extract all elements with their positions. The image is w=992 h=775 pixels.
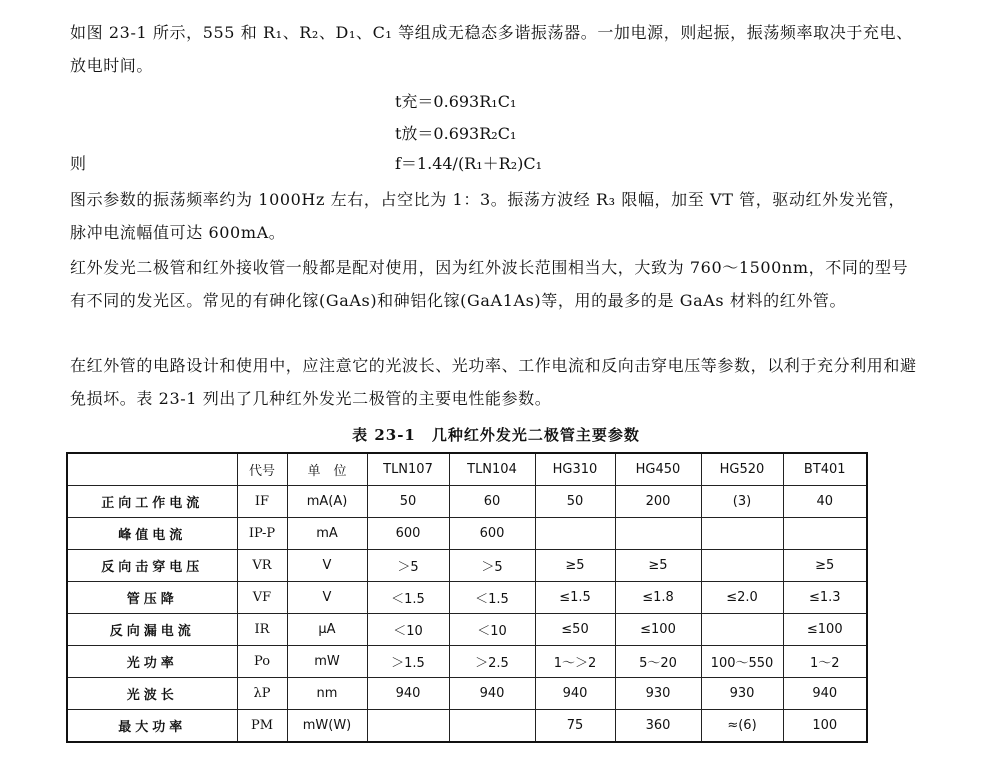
table-cell: 1～＞2	[535, 646, 615, 678]
table-cell: 50	[535, 486, 615, 518]
table-cell: 50	[367, 486, 449, 518]
table-cell: ≤50	[535, 614, 615, 646]
row-label-cell: 正向工作电流	[67, 486, 237, 518]
table-cell: IF	[237, 486, 287, 518]
table-header-cell: HG310	[535, 453, 615, 486]
table-cell: ＜10	[367, 614, 449, 646]
table-row	[67, 582, 867, 614]
table-header-row	[67, 453, 867, 486]
table-cell: 600	[367, 518, 449, 550]
table-cell: 940	[535, 678, 615, 710]
table-row	[67, 486, 867, 518]
table-cell: 940	[449, 678, 535, 710]
table-cell: V	[287, 582, 367, 614]
table-cell	[783, 518, 867, 550]
table-cell: ＞1.5	[367, 646, 449, 678]
table-cell: ＜1.5	[449, 582, 535, 614]
table-cell: ≥5	[535, 550, 615, 582]
table-cell: PM	[237, 710, 287, 743]
table-cell: IP-P	[237, 518, 287, 550]
table-cell: VF	[237, 582, 287, 614]
table-header-cell: BT401	[783, 453, 867, 486]
row-label-cell: 反向击穿电压	[67, 550, 237, 582]
table-cell	[449, 710, 535, 743]
table-row	[67, 614, 867, 646]
row-label-cell: 最大功率	[67, 710, 237, 743]
formula-frequency: f＝1.44/(R₁＋R₂)C₁	[395, 154, 543, 173]
table-cell: 940	[367, 678, 449, 710]
table-cell: ＜1.5	[367, 582, 449, 614]
table-cell: V	[287, 550, 367, 582]
table-cell: IR	[237, 614, 287, 646]
table-cell	[367, 710, 449, 743]
paragraph-intro: 如图 23-1 所示，555 和 R₁、R₂、D₁、C₁ 等组成无稳态多谐振荡器。一加电源，则起振，振荡频率取决于充电、放电时间。	[70, 23, 913, 75]
table-cell: ≤2.0	[701, 582, 783, 614]
row-label-cell: 反向漏电流	[67, 614, 237, 646]
table-cell	[701, 550, 783, 582]
table-cell: mW(W)	[287, 710, 367, 743]
table-cell: nm	[287, 678, 367, 710]
table-row	[67, 710, 867, 743]
table-header-cell: 单 位	[287, 453, 367, 486]
table-cell: ＞5	[449, 550, 535, 582]
table-cell: 200	[615, 486, 701, 518]
table-cell: Po	[237, 646, 287, 678]
table-cell: ＜10	[449, 614, 535, 646]
table-cell: ≤100	[615, 614, 701, 646]
formula-charge-time: t充＝0.693R₁C₁	[395, 92, 517, 111]
table-cell: λP	[237, 678, 287, 710]
parameter-table	[66, 452, 868, 743]
table-cell: 600	[449, 518, 535, 550]
table-cell: 360	[615, 710, 701, 743]
table-cell	[701, 518, 783, 550]
table-cell: μA	[287, 614, 367, 646]
table-cell: ≤1.8	[615, 582, 701, 614]
table-row	[67, 678, 867, 710]
table-cell: 60	[449, 486, 535, 518]
formula-discharge-time: t放＝0.693R₂C₁	[395, 124, 517, 143]
table-header-cell: TLN104	[449, 453, 535, 486]
table-header-cell	[67, 453, 237, 486]
table-cell: ≥5	[615, 550, 701, 582]
row-label-cell: 峰值电流	[67, 518, 237, 550]
table-cell: ＞5	[367, 550, 449, 582]
table-cell: ≈(6)	[701, 710, 783, 743]
table-cell: 75	[535, 710, 615, 743]
table-header-cell: TLN107	[367, 453, 449, 486]
row-label-cell: 管压降	[67, 582, 237, 614]
table-row	[67, 646, 867, 678]
table-cell: ≤1.3	[783, 582, 867, 614]
table-cell: 940	[783, 678, 867, 710]
table-cell: mA(A)	[287, 486, 367, 518]
table-cell	[701, 614, 783, 646]
paragraph-frequency: 图示参数的振荡频率约为 1000Hz 左右，占空比为 1：3。振荡方波经 R₃ 限幅，加至 VT 管，驱动红外发光管，脉冲电流幅值可达 600mA。	[70, 190, 906, 242]
table-cell: 40	[783, 486, 867, 518]
table-cell: ≤100	[783, 614, 867, 646]
paragraph-infrared-pair: 红外发光二极管和红外接收管一般都是配对使用，因为红外波长范围相当大，大致为 760～1500nm，不同的型号有不同的发光区。常见的有砷化镓(GaAs)和砷铝化镓(GaA1As)等，用的最多的是 GaAs 材料的红外管。	[70, 258, 909, 310]
row-label-cell: 光波长	[67, 678, 237, 710]
table-header-cell: 代号	[237, 453, 287, 486]
row-label-cell: 光功率	[67, 646, 237, 678]
paragraph-design-notes: 在红外管的电路设计和使用中，应注意它的光波长、光功率、工作电流和反向击穿电压等参数，以利于充分利用和避免损坏。表 23-1 列出了几种红外发光二极管的主要电性能参数。	[70, 356, 917, 408]
table-cell: 930	[701, 678, 783, 710]
then-label: 则	[70, 154, 87, 173]
table-caption: 表 23-1 几种红外发光二极管主要参数	[352, 426, 640, 444]
table-cell: 930	[615, 678, 701, 710]
table-cell: 100	[783, 710, 867, 743]
table-cell: ＞2.5	[449, 646, 535, 678]
table-cell: mA	[287, 518, 367, 550]
table-header-cell: HG450	[615, 453, 701, 486]
table-cell: ≤1.5	[535, 582, 615, 614]
table-cell: (3)	[701, 486, 783, 518]
table-cell	[535, 518, 615, 550]
table-cell: VR	[237, 550, 287, 582]
table-cell: 5～20	[615, 646, 701, 678]
table-cell	[615, 518, 701, 550]
table-header-cell: HG520	[701, 453, 783, 486]
table-row	[67, 550, 867, 582]
table-cell: 100～550	[701, 646, 783, 678]
table-cell: ≥5	[783, 550, 867, 582]
table-cell: mW	[287, 646, 367, 678]
table-cell: 1～2	[783, 646, 867, 678]
table-row	[67, 518, 867, 550]
